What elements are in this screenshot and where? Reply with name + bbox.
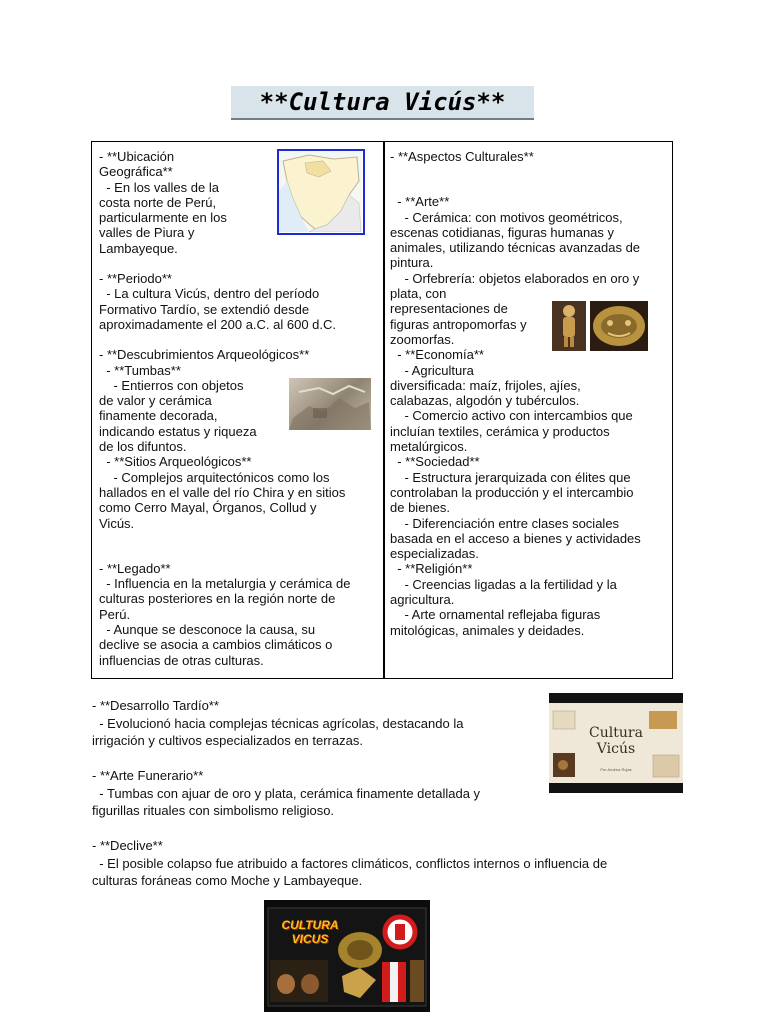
- declive-text: - **Declive** - El posible colapso fue atribuido a factores climáticos, conflictos internos o influencia de culturas foráneas como Moche y Lambayeque.: [92, 838, 608, 888]
- legado-text: - **Legado** - Influencia en la metalurgia y cerámica de culturas posteriores en la región norte de Perú. - Aunque se desconoce la causa, su declive se asocia a cambios climáticos o influencias de otras culturas.: [99, 560, 351, 668]
- figurine-icon: [552, 301, 586, 351]
- sitios-text: - **Sitios Arqueológicos** - Complejos arquitectónicos como los hallados en el valle del río Chira y en sitios como Cerro Mayal, Órganos, Collud y Vicús.: [99, 454, 346, 531]
- desarrollo-text: - **Desarrollo Tardío** - Evolucionó hacia complejas técnicas agrícolas, destacando la irrigación y cultivos especializados en terrazas.: [92, 698, 464, 748]
- tumbas-text: - Entierros con objetos de valor y cerámica finamente decorada, indicando estatus y riqueza de los difuntos.: [99, 377, 257, 455]
- funerario-text: - **Arte Funerario** - Tumbas con ajuar de oro y plata, cerámica finamente detallada y figurillas rituales con simbolismo religioso.: [92, 768, 481, 818]
- cover2-title: CULTURA VICUS: [281, 918, 339, 946]
- arte-text: - **Arte** - Cerámica: con motivos geométricos, escenas cotidianas, figuras humanas y animales, utilizando técnicas avanzadas de pintura. - Orfebrería: objetos elaborados en oro y plata, con: [390, 194, 641, 302]
- cover1-subtitle: Por Andrea Rojas: [600, 767, 632, 772]
- cultura-vicus-banner-image: [264, 900, 430, 1012]
- table-left-column: [99, 149, 377, 668]
- periodo-text: - **Periodo** - La cultura Vicús, dentro del período Formativo Tardío, se extendió desde aproximadamente el 200 a.C. al 600 d.C.: [99, 271, 337, 332]
- ruins-icon: [289, 378, 371, 430]
- table-right-column: [390, 149, 666, 638]
- info-table: [91, 141, 673, 679]
- artifacts-image: [552, 301, 648, 351]
- cover1-title: Cultura Vicús: [589, 725, 643, 757]
- aspectos-heading: - **Aspectos Culturales**: [390, 149, 534, 164]
- orfebreria-text: representaciones de figuras antropomorfas y zoomorfas.: [390, 301, 527, 347]
- table-divider: [383, 142, 385, 678]
- peru-map-image: [277, 149, 365, 235]
- page-title: **Cultura Vicús**: [231, 86, 534, 120]
- banner-collage-icon: [264, 900, 430, 1012]
- descubrimientos-heading: - **Descubrimientos Arqueológicos** - **Tumbas**: [99, 347, 310, 378]
- map-icon: [279, 151, 362, 232]
- ruins-image: [289, 378, 371, 430]
- gold-ornament-icon: [590, 301, 648, 351]
- religion-text: - **Religión** - Creencias ligadas a la fertilidad y la agricultura. - Arte ornamental reflejaba figuras mitológicas, animales y deidades.: [390, 561, 617, 638]
- economia-text: - **Economía** - Agricultura diversificada: maíz, frijoles, ajíes, calabazas, algodón y tubérculos. - Comercio activo con intercambios que incluían textiles, cerámica y productos metalúrgicos.: [390, 347, 633, 455]
- ubicacion-text: - **Ubicación Geográfica** - En los valles de la costa norte de Perú, particularmente en los valles de Piura y Lambayeque.: [99, 149, 227, 256]
- sociedad-text: - **Sociedad** - Estructura jerarquizada con élites que controlaban la producción y el intercambio de bienes. - Diferenciación entre clases sociales basada en el acceso a bienes y actividades especializadas.: [390, 454, 641, 562]
- cultura-vicus-cover-image: [549, 693, 683, 793]
- blank-line: [92, 820, 692, 838]
